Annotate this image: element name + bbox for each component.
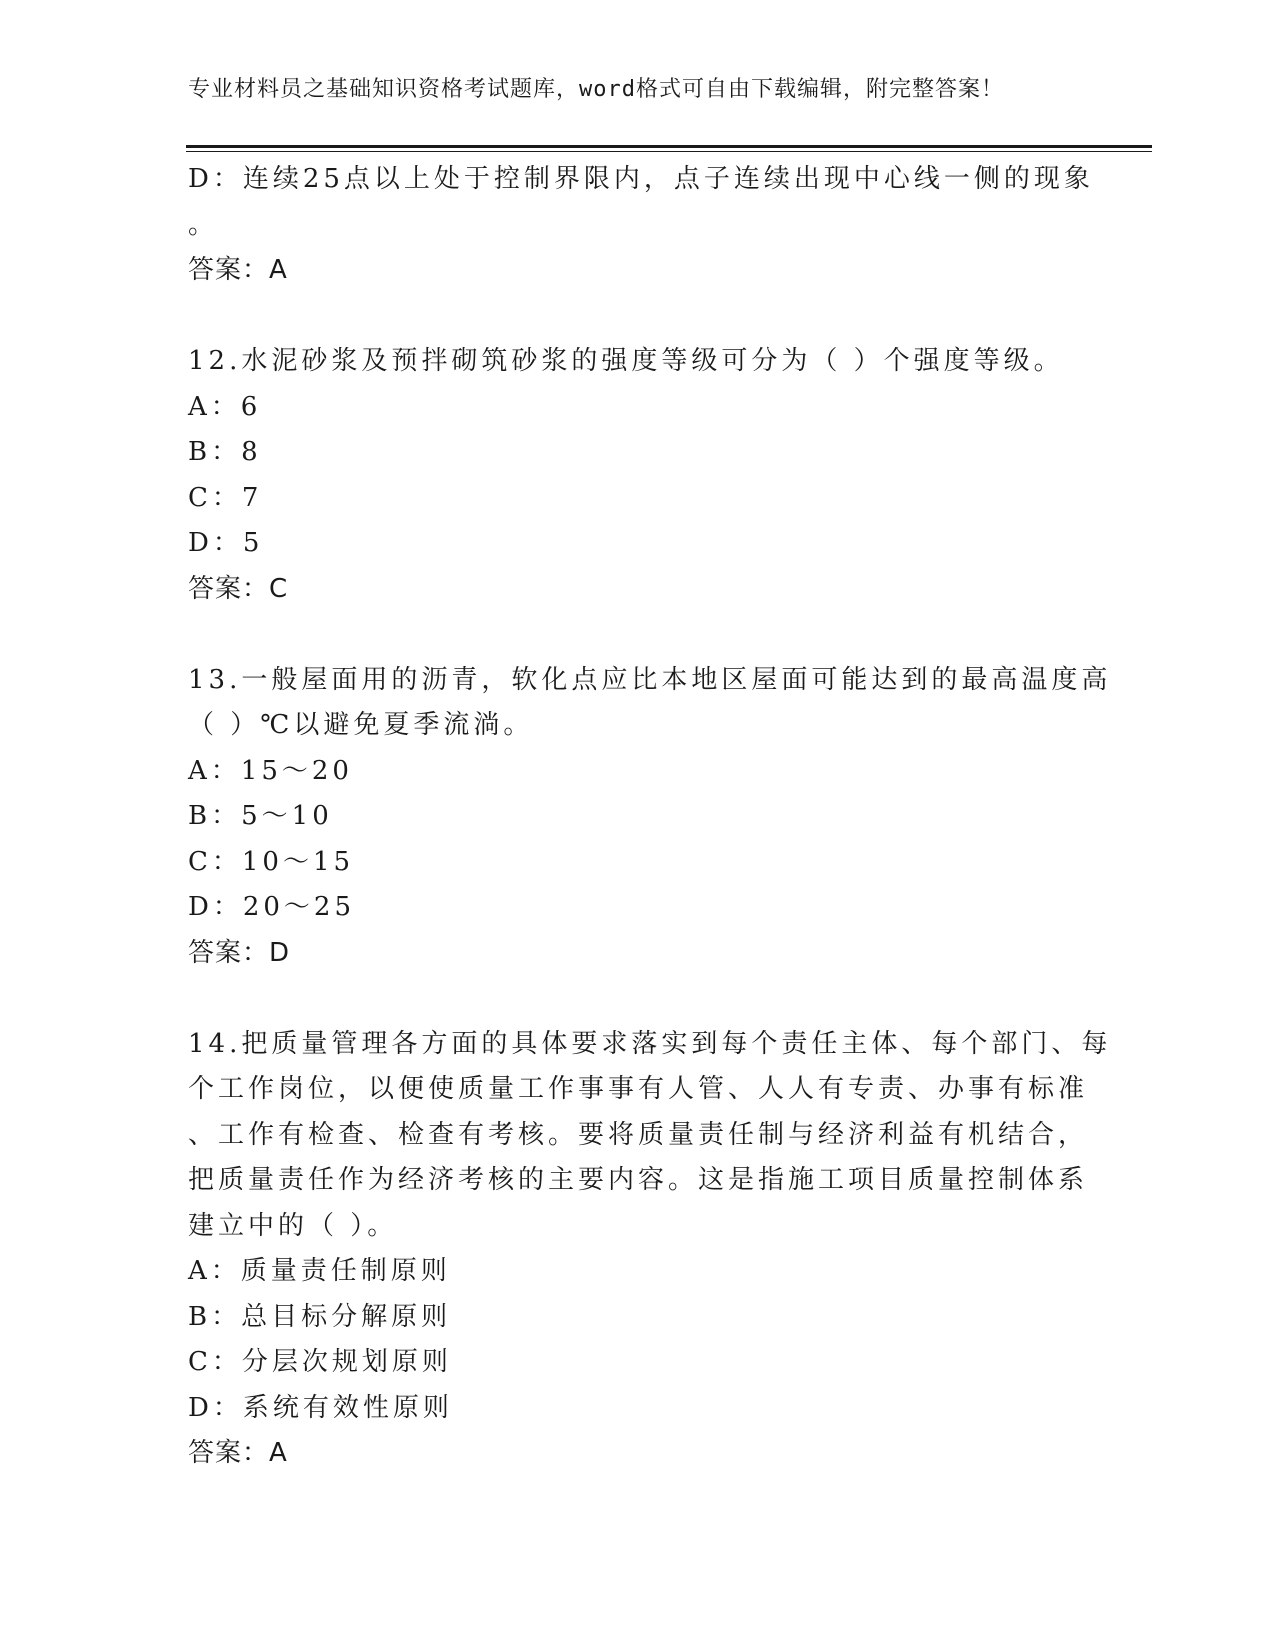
spacer	[188, 612, 1088, 658]
header-rule-thin	[186, 151, 1152, 152]
prev-option-d-line-2: 。	[188, 209, 219, 240]
q13-stem-line-2: （ ）℃以避免夏季流淌。	[188, 710, 534, 740]
prev-question-block	[188, 157, 1094, 294]
q12-option-b: B：8	[188, 437, 262, 467]
header-rule-thick	[186, 145, 1152, 148]
q14-answer: 答案：A	[188, 1438, 288, 1468]
spacer	[188, 294, 1088, 340]
q13-option-c: C：10～15	[188, 846, 355, 877]
q13-option-b: B：5～10	[188, 801, 333, 831]
prev-option-d-line-1: D：连续25点以上处于控制界限内，点子连续出现中心线一侧的现象	[188, 164, 1094, 194]
q14-stem-line-1: 14.把质量管理各方面的具体要求落实到每个责任主体、每个部门、每	[188, 1028, 1112, 1059]
q14-option-b: B：总目标分解原则	[188, 1301, 452, 1332]
spacer	[188, 976, 1088, 1022]
q14-stem-line-2: 个工作岗位，以便使质量工作事事有人管、人人有专责、办事有标准	[188, 1074, 1089, 1104]
q12-option-a: A：6	[188, 391, 262, 422]
q14-stem-line-5: 建立中的（ ）。	[188, 1210, 398, 1241]
q14-option-c: C：分层次规划原则	[188, 1347, 452, 1377]
q13-answer: 答案：D	[188, 937, 291, 968]
question-13	[188, 658, 1112, 977]
q12-option-d: D：5	[188, 528, 264, 558]
q12-answer: 答案：C	[188, 573, 289, 604]
question-14	[188, 1022, 1112, 1477]
q13-option-d: D：20～25	[188, 892, 356, 922]
q13-stem-line-1: 13.一般屋面用的沥青，软化点应比本地区屋面可能达到的最高温度高	[188, 664, 1112, 695]
q13-option-a: A：15～20	[188, 755, 353, 786]
q14-stem-line-4: 把质量责任作为经济考核的主要内容。这是指施工项目质量控制体系	[188, 1165, 1089, 1195]
prev-answer: 答案：A	[188, 255, 288, 285]
question-12	[188, 339, 1088, 612]
q12-option-c: C：7	[188, 482, 263, 513]
q14-option-a: A：质量责任制原则	[188, 1256, 451, 1286]
q14-option-d: D：系统有效性原则	[188, 1392, 453, 1423]
question-content	[188, 157, 1112, 1477]
q14-stem-line-3: 、工作有检查、检查有考核。要将质量责任制与经济利益有机结合，	[188, 1119, 1089, 1150]
q12-stem-line-1: 12.水泥砂浆及预拌砌筑砂浆的强度等级可分为（ ）个强度等级。	[188, 346, 1064, 376]
page-header: 专业材料员之基础知识资格考试题库，word格式可自由下载编辑，附完整答案！	[188, 77, 1004, 102]
